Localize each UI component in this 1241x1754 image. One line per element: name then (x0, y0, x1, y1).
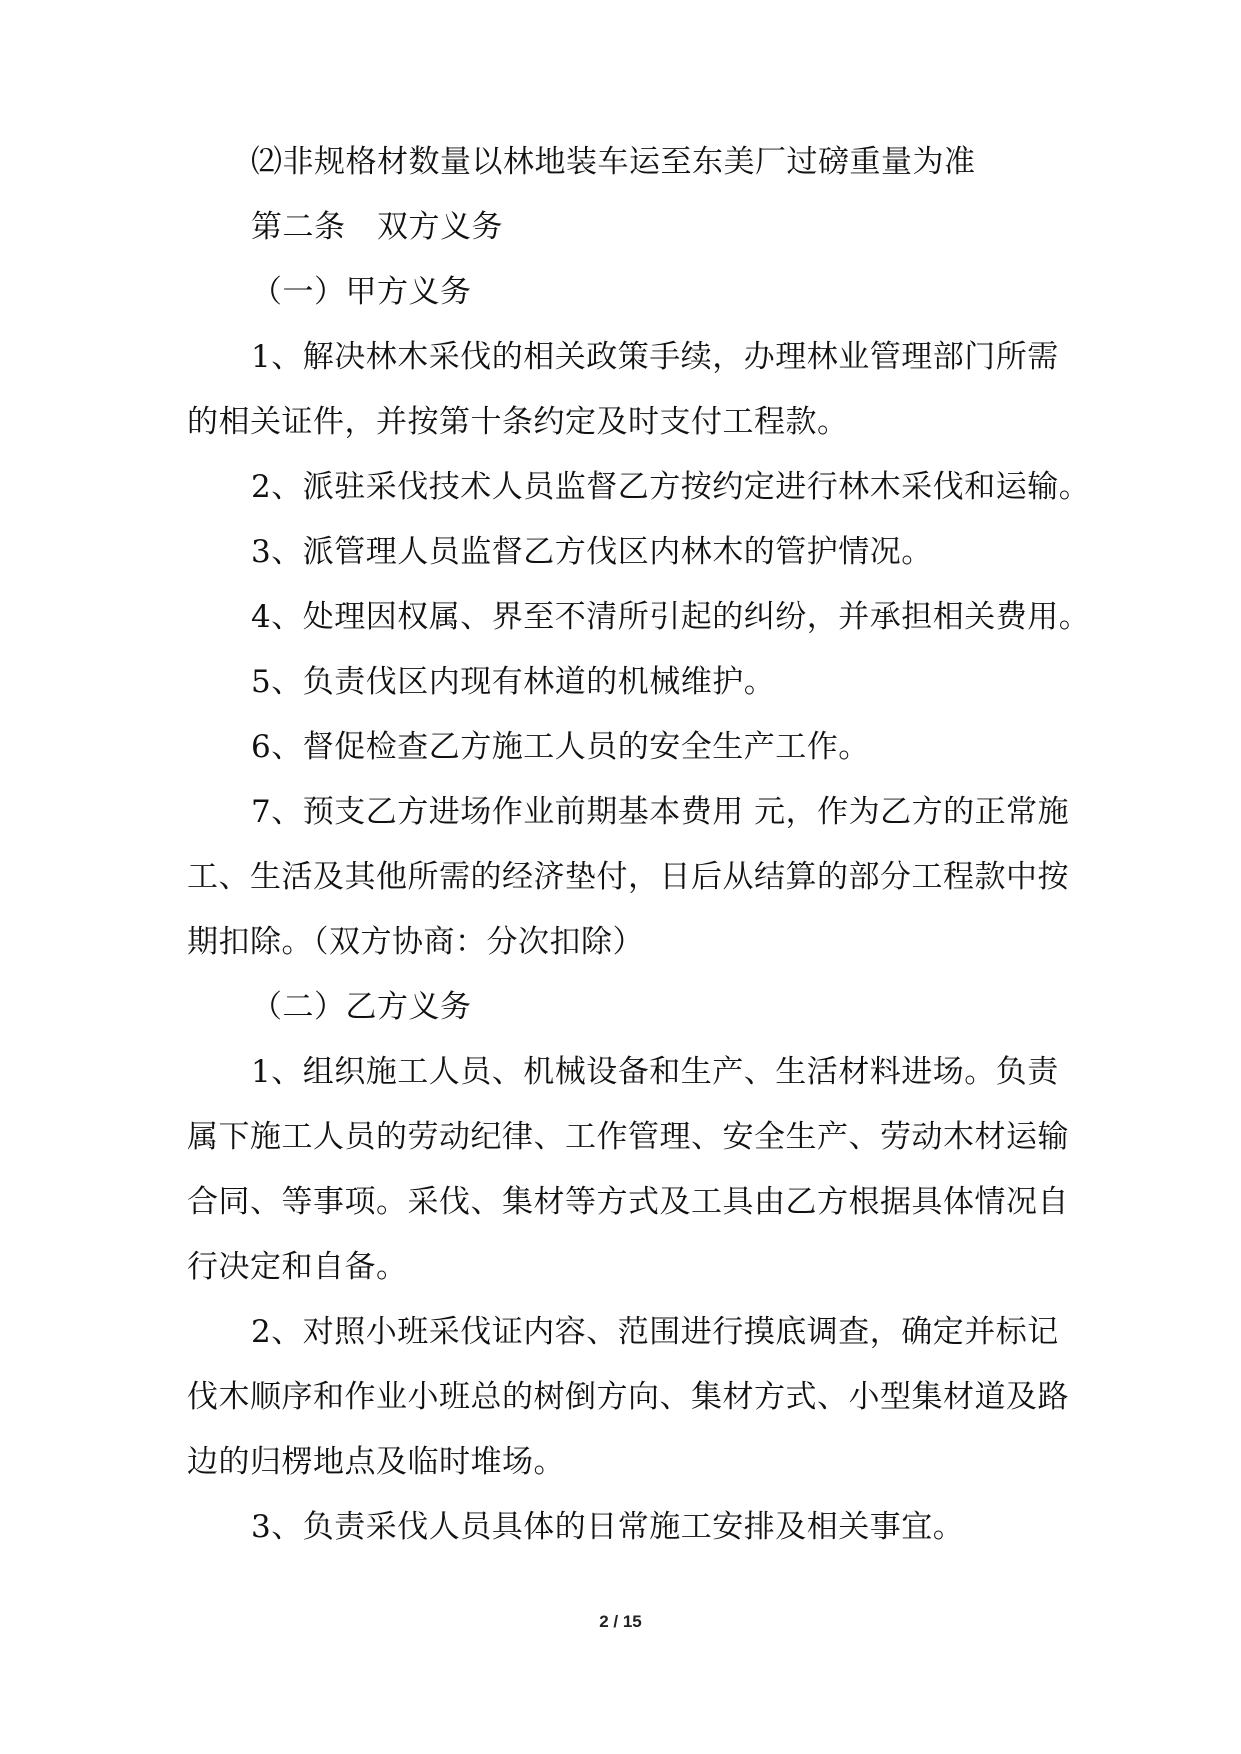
text-line: 4、处理因权属、界至不清所引起的纠纷，并承担相关费用。 (251, 599, 1091, 635)
text-line: 边的归楞地点及临时堆场。 (187, 1444, 565, 1480)
text-line: 伐木顺序和作业小班总的树倒方向、集材方式、小型集材道及路 (187, 1379, 1069, 1415)
section-heading: 第二条 双方义务 (251, 209, 503, 245)
text-line: 期扣除。（双方协商：分次扣除） (187, 924, 644, 960)
text-line: ⑵非规格材数量以林地装车运至东美厂过磅重量为准 (251, 144, 976, 180)
text-line: 1、组织施工人员、机械设备和生产、生活材料进场。负责 (251, 1054, 1059, 1090)
subsection-heading: （二）乙方义务 (251, 989, 472, 1025)
text-line: 属下施工人员的劳动纪律、工作管理、安全生产、劳动木材运输 (187, 1119, 1069, 1155)
text-line: 3、负责采伐人员具体的日常施工安排及相关事宜。 (251, 1509, 965, 1545)
text-line: 2、派驻采伐技术人员监督乙方按约定进行林木采伐和运输。 (251, 469, 1091, 505)
text-line: 3、派管理人员监督乙方伐区内林木的管护情况。 (251, 534, 933, 570)
text-line: 6、督促检查乙方施工人员的安全生产工作。 (251, 729, 870, 765)
subsection-heading: （一）甲方义务 (251, 274, 472, 310)
text-line: 5、负责伐区内现有林道的机械维护。 (251, 664, 776, 700)
text-line: 1、解决林木采伐的相关政策手续，办理林业管理部门所需 (251, 339, 1059, 375)
text-line: 工、生活及其他所需的经济垫付，日后从结算的部分工程款中按 (187, 859, 1069, 895)
text-line: 合同、等事项。采伐、集材等方式及工具由乙方根据具体情况自 (187, 1184, 1069, 1220)
text-line: 2、对照小班采伐证内容、范围进行摸底调查，确定并标记 (251, 1314, 1059, 1350)
text-line: 的相关证件，并按第十条约定及时支付工程款。 (187, 404, 849, 440)
text-line: 行决定和自备。 (187, 1249, 408, 1285)
text-line: 7、预支乙方进场作业前期基本费用 元，作为乙方的正常施 (251, 794, 1070, 830)
page-number: 2 / 15 (599, 1612, 642, 1631)
